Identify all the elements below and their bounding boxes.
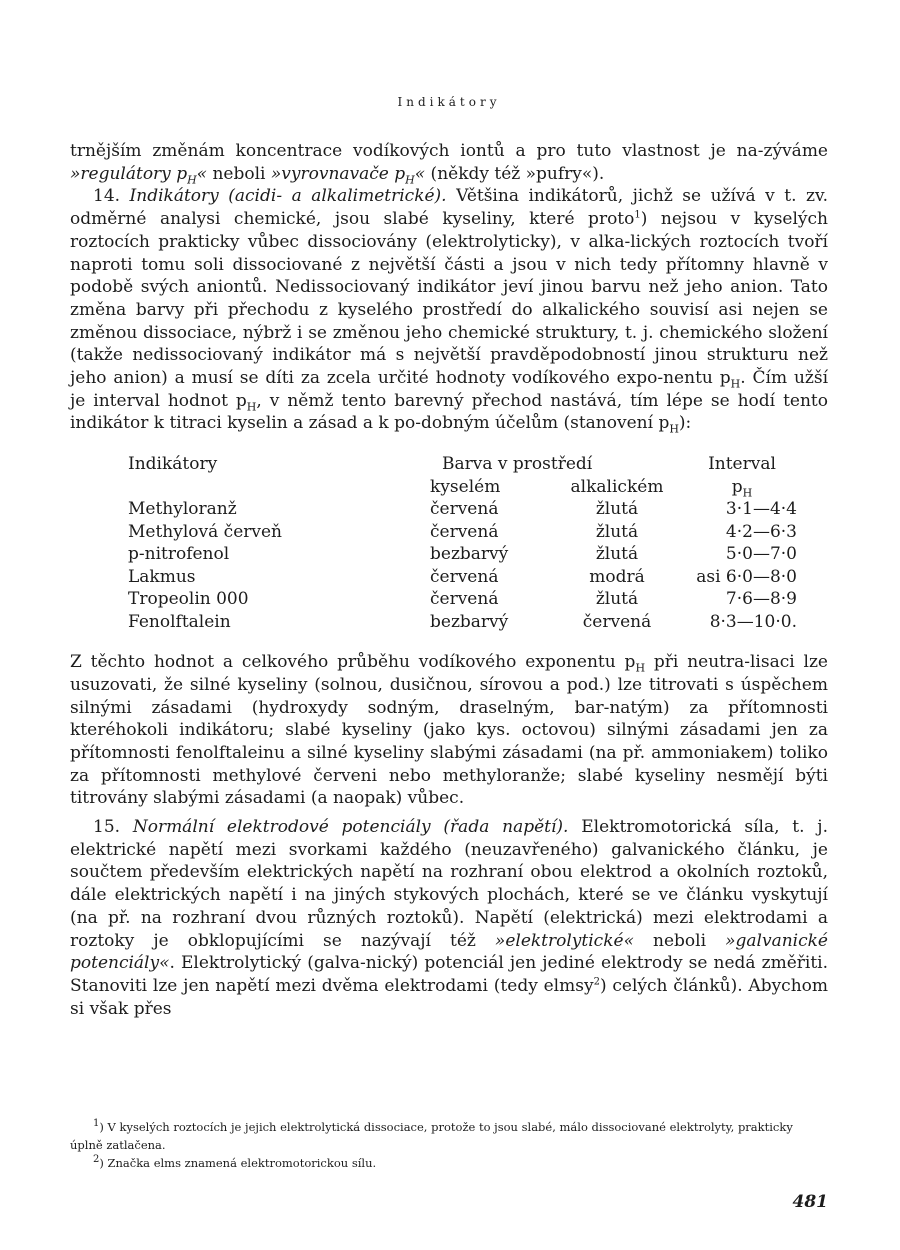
table-row: Methyloranž červená žlutá 3·1—4·4 bbox=[128, 499, 797, 520]
header-interval: Interval bbox=[708, 454, 776, 475]
indicator-table bbox=[128, 453, 797, 633]
section-15-paragraph: 15. Normální elektrodové potenciály (řada napětí). Elektromotorická síla, t. j. elektrické napětí mezi svorkami každého (neuzavřeného) galvanického článku, je součtem především elektrických napětí na rozhraní obou elektrod a okolních roztoků, dále elektrických napětí i na jiných stykových plochách, které se ve článku vyskytují (na př. na rozhraní dvou různých roztoků). Napětí (elektrická) mezi elektrodami a roztoky je obklopujícími se nazývají též »elektrolytické« neboli »galvanické potenciály«. Elektrolytický (galva-nický) potenciál jen jediné elektrody se nedá změřiti. Stanoviti lze jen napětí mezi dvěma elektrodami (tedy elmsy$^2$) celých článků). Abychom si však přes bbox=[70, 817, 828, 1019]
header-indicators: Indikátory bbox=[128, 454, 218, 475]
section-heading: Indikátory (acidi- a alkalimetrické). bbox=[129, 186, 447, 207]
section-number: 15. bbox=[93, 817, 133, 838]
table-row: Lakmus červená modrá asi 6·0—8·0 bbox=[128, 566, 797, 587]
table-row: Fenolftalein bezbarvý červená 8·3—10·0. bbox=[128, 611, 797, 632]
footnote-ref[interactable]: 1 bbox=[634, 209, 641, 221]
table-header-row bbox=[128, 453, 797, 476]
table-subheader-row bbox=[128, 476, 797, 499]
section-number: 14. bbox=[93, 186, 130, 207]
footnote-ref[interactable]: 2 bbox=[593, 976, 600, 988]
footnotes bbox=[70, 1118, 828, 1172]
table-row: Tropeolin 000 červená žlutá 7·6—8·9 bbox=[128, 589, 797, 610]
footnote: 2) Značka elms znamená elektromotorickou sílu. bbox=[93, 1154, 377, 1170]
paragraph-continuation: trnějším změnám koncentrace vodíkových iontů a pro tuto vlastnost je na-zýváme »regulátory $p_H«$ neboli »vyrovnavače $p_H«$ (někdy též »pufry«). bbox=[70, 141, 828, 187]
header-acidic: kyselém bbox=[430, 476, 501, 497]
section-14-paragraph: 14. Indikátory (acidi- a alkalimetrické). Většina indikátorů, jichž se užívá v t. zv. odměrné analysi chemické, jsou slabé kyseliny, které proto$^1$) nejsou v kyselých roztocích prakticky vůbec dissociovány (elektrolyticky), v alka-lických roztocích tvoří naproti tomu soli dissociované z největší části a jsou v nich tedy přítomny hlavně v podobě svých aniontů. Nedissociovaný indikátor jeví jinou barvu než jeho anion. Tato změna barvy při přechodu z kyselého prostředí do alkalického souvisí asi nejen se změnou dissociace, nýbrž i se změnou jeho chemické struktury, t. j. chemického složení (takže nedissociovaný indikátor má s největší pravděpodobností jinou strukturu než jeho anion) a musí se díti za zcela určité hodnoty vodíkového expo-nentu $p_H$. Čím užší je interval hodnot $p_H$, v němž tento barevný přechod nastává, tím lépe se hodí tento indikátor k titraci kyselin a zásad a k po-dobným účelům (stanovení $p_H$): bbox=[70, 186, 829, 436]
header-color-env: Barva v prostředí bbox=[442, 454, 593, 475]
document-page bbox=[70, 0, 828, 1250]
table-row: Methylová červeň červená žlutá 4·2—6·3 bbox=[128, 521, 797, 542]
body-text bbox=[70, 140, 828, 1020]
section-heading: Normální elektrodové potenciály (řada napětí). bbox=[132, 817, 569, 838]
table-row: p-nitrofenol bezbarvý žlutá 5·0—7·0 bbox=[128, 544, 797, 565]
running-head: Indikátory bbox=[397, 95, 501, 109]
header-ph: $p_H$ bbox=[731, 476, 753, 500]
footnote: 1) V kyselých roztocích je jejich elektrolytická dissociace, protože to jsou slabé, málo dissociované elektrolyty, prakticky úplně zatlačena. bbox=[70, 1118, 793, 1152]
conclusion-paragraph: Z těchto hodnot a celkového průběhu vodíkového exponentu $p_H$ při neutra-lisaci lze usuzovati, že silné kyseliny (solnou, dusičnou, sírovou a pod.) lze titrovati s úspěchem silnými zásadami (hydroxydy sodným, draselným, bar-natým) za přítomnosti kteréhokoli indikátoru; slabé kyseliny (jako kys. octovou) silnými zásadami jen za přítomnosti fenolftaleinu a silné kyseliny slabými zásadami (na př. ammoniakem) toliko za přítomnosti methylové červeni nebo methyloranže; slabé kyseliny nesmějí býti titrovány slabými zásadami (a naopak) vůbec. bbox=[70, 652, 828, 809]
page-number: 481 bbox=[792, 1192, 828, 1212]
header-alkaline: alkalickém bbox=[570, 476, 664, 497]
